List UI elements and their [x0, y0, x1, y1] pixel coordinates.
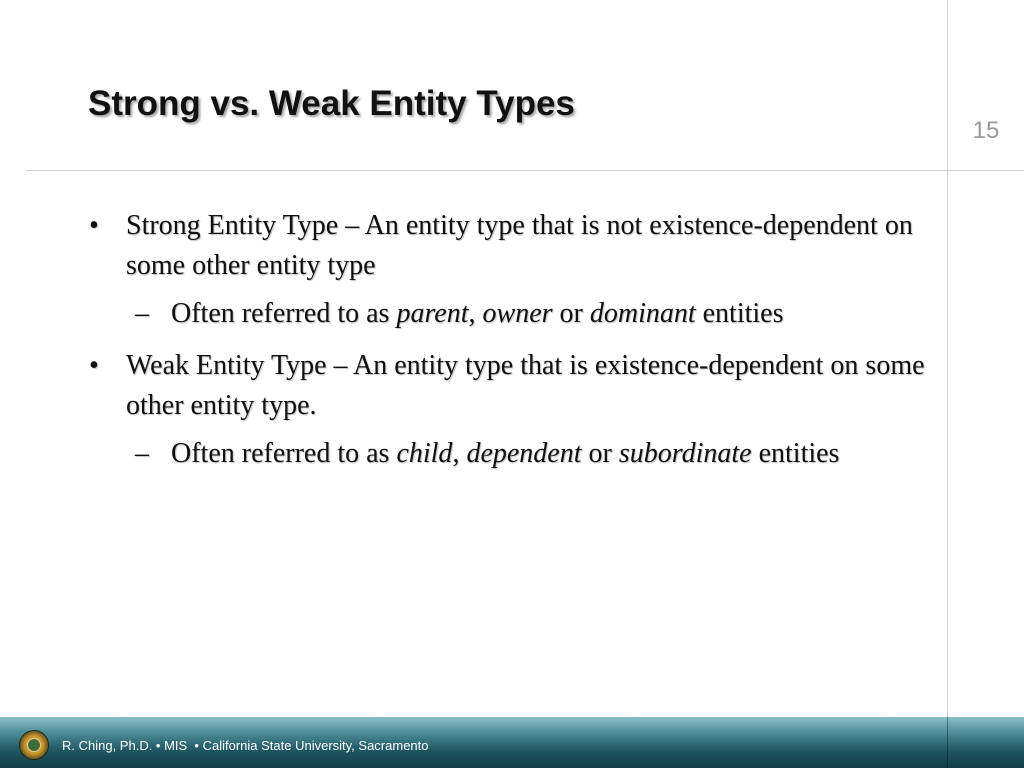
term-dependent: dependent	[466, 438, 582, 469]
sub-bullet-weak-aliases	[135, 434, 931, 474]
bullet-weak-entity	[89, 346, 926, 426]
sub-bullet-strong-aliases	[135, 294, 931, 334]
term-parent: parent	[396, 298, 469, 329]
dash-marker: –	[135, 438, 149, 469]
term-dominant: dominant	[589, 298, 696, 329]
sub-bullet-prefix: Often referred to as	[171, 438, 397, 469]
bullet-strong-entity	[89, 206, 926, 286]
bullet-text: Strong Entity Type – An entity type that is not existence-dependent on some other entity type	[126, 210, 913, 281]
term-conjunction: or	[581, 438, 619, 469]
university-seal-icon	[19, 730, 49, 760]
term-separator: ,	[452, 438, 467, 469]
footer-divider	[947, 717, 948, 768]
term-child: child	[396, 438, 453, 469]
bullet-marker: •	[89, 210, 99, 241]
sub-bullet-suffix: entities	[751, 438, 840, 469]
bullet-text: Weak Entity Type – An entity type that is existence-dependent on some other entity type.	[126, 350, 925, 421]
sub-bullet-prefix: Often referred to as	[171, 298, 397, 329]
slide-title: Strong vs. Weak Entity Types	[88, 84, 575, 123]
slide-number: 15	[972, 117, 1000, 144]
term-conjunction: or	[552, 298, 590, 329]
dash-marker: –	[135, 298, 149, 329]
term-subordinate: subordinate	[618, 438, 752, 469]
footer-bar	[0, 717, 1024, 768]
bullet-marker: •	[89, 350, 99, 381]
footer-text: R. Ching, Ph.D. • MIS • California State University, Sacramento	[62, 738, 429, 753]
term-separator: ,	[468, 298, 483, 329]
term-owner: owner	[482, 298, 553, 329]
seal-center	[27, 738, 41, 752]
sub-bullet-suffix: entities	[695, 298, 784, 329]
